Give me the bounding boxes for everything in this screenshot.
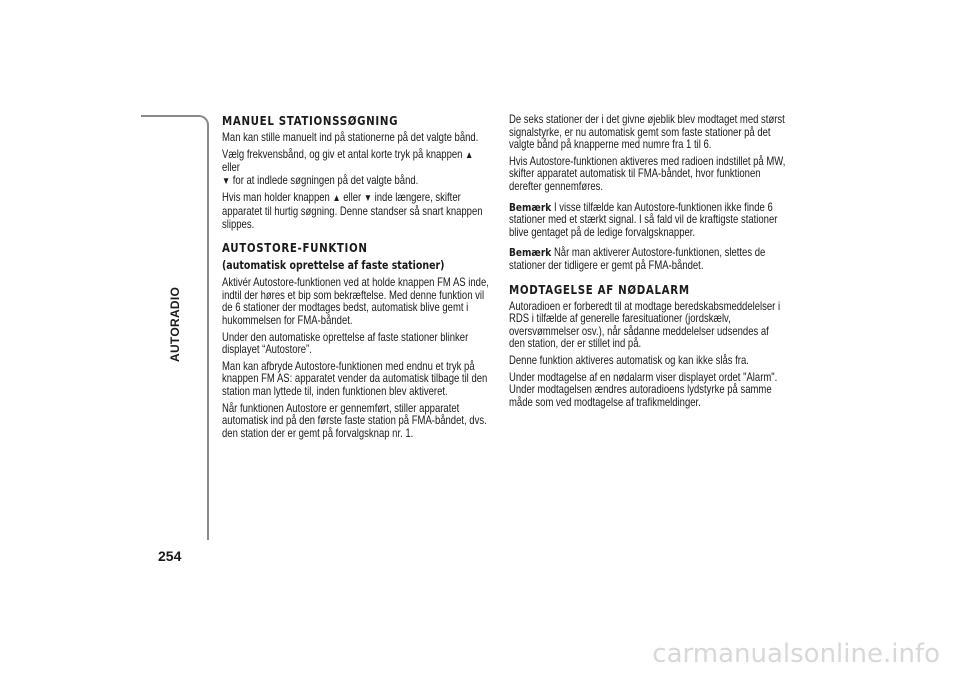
autostore-paragraph-4: Når funktionen Autostore er gennemført, stiller apparatet automatisk ind på den første faste station på FMA-båndet, dvs. den station der er gemt på forvalgsknap nr. 1. xyxy=(222,401,487,440)
down-arrow-icon: ▼ xyxy=(222,175,231,187)
watermark: carmanualsonline.info xyxy=(652,639,940,669)
manual-paragraph-3: Hvis man holder knappen ▲ eller ▼ inde længere, skifter apparatet til hurtig søgning. Denne standser så snart knappen slippes. xyxy=(222,191,483,231)
right-paragraph-1: De seks stationer der i det givne øjeblik blev modtaget med størst signalstyrke, er nu automatisk gemt som faste stationer på det valgte bånd på knapperne med numre fra 1 til 6. xyxy=(509,113,785,152)
manual-paragraph-2: Vælg frekvensbånd, og giv et antal korte tryk på knappen ▲ eller ▼ for at indlede søgningen på det valgte bånd. xyxy=(222,147,474,187)
emergency-paragraph-2: Denne funktion aktiveres automatisk og kan ikke slås fra. xyxy=(509,353,749,367)
note-1: Bemærk I visse tilfælde kan Autostore-funktionen ikke finde 6 stationer med et stærkt signal. I så fald vil de kraftigste stationer blive gentaget på de ledige forvalgsknapper. xyxy=(509,200,778,239)
manual-paragraph-1: Man kan stille manuelt ind på stationerne på det valgte bånd. xyxy=(222,131,479,144)
note-label: Bemærk xyxy=(509,246,552,260)
autostore-paragraph-1: Aktivér Autostore-funktionen ved at holde knappen FM AS inde, indtil der høres et bip som bekræftelse. Med denne funktion vil de 6 stationer der modtages bedst, automatisk blive gemt i hukommelsen for FMA-båndet. xyxy=(222,276,489,327)
emergency-paragraph-3: Under modtagelse af en nødalarm viser displayet ordet "Alarm". Under modtagelsen ændres autoradioens lydstyrke på samme måde som ved modtagelse af trafikmeldinger. xyxy=(509,370,778,409)
left-column xyxy=(222,114,491,444)
right-column xyxy=(509,114,786,413)
section-label: AUTORADIO xyxy=(168,286,182,362)
autostore-paragraph-3: Man kan afbryde Autostore-funktionen med endnu et tryk på knappen FM AS: apparatet vender da automatisk tilbage til den station man lyttede til, inden funktionen blev aktiveret. xyxy=(222,359,488,398)
note-2: Bemærk Når man aktiverer Autostore-funktionen, slettes de stationer der tidligere er gemt på FMA-båndet. xyxy=(509,246,766,272)
emergency-paragraph-1: Autoradioen er forberedt til at modtage beredskabsmeddelelser i RDS i tilfælde af generelle faresituationer (jordskælv, oversvømmelser osv.), når sådanne meddelelser udsendes af den station, der er stillet ind på. xyxy=(509,299,781,351)
autostore-heading: AUTOSTORE-FUNKTION xyxy=(222,240,368,256)
down-arrow-icon: ▼ xyxy=(363,193,372,205)
up-arrow-icon: ▲ xyxy=(465,149,474,161)
emergency-heading: MODTAGELSE AF NØDALARM xyxy=(509,281,690,297)
up-arrow-icon: ▲ xyxy=(332,193,341,205)
right-paragraph-2: Hvis Autostore-funktionen aktiveres med radioen indstillet på MW, skifter apparatet automatisk til FMA-båndet, hvor funktionen derefter gennemføres. xyxy=(509,154,786,193)
autostore-subheading: (automatisk oprettelse af faste stationer) xyxy=(222,258,445,273)
page-number: 254 xyxy=(158,548,182,564)
note-label: Bemærk xyxy=(509,200,552,214)
manual-search-heading: MANUEL STATIONSSØGNING xyxy=(222,113,399,128)
autostore-paragraph-2: Under den automatiske oprettelse af faste stationer blinker displayet “Autostore”. xyxy=(222,330,469,357)
